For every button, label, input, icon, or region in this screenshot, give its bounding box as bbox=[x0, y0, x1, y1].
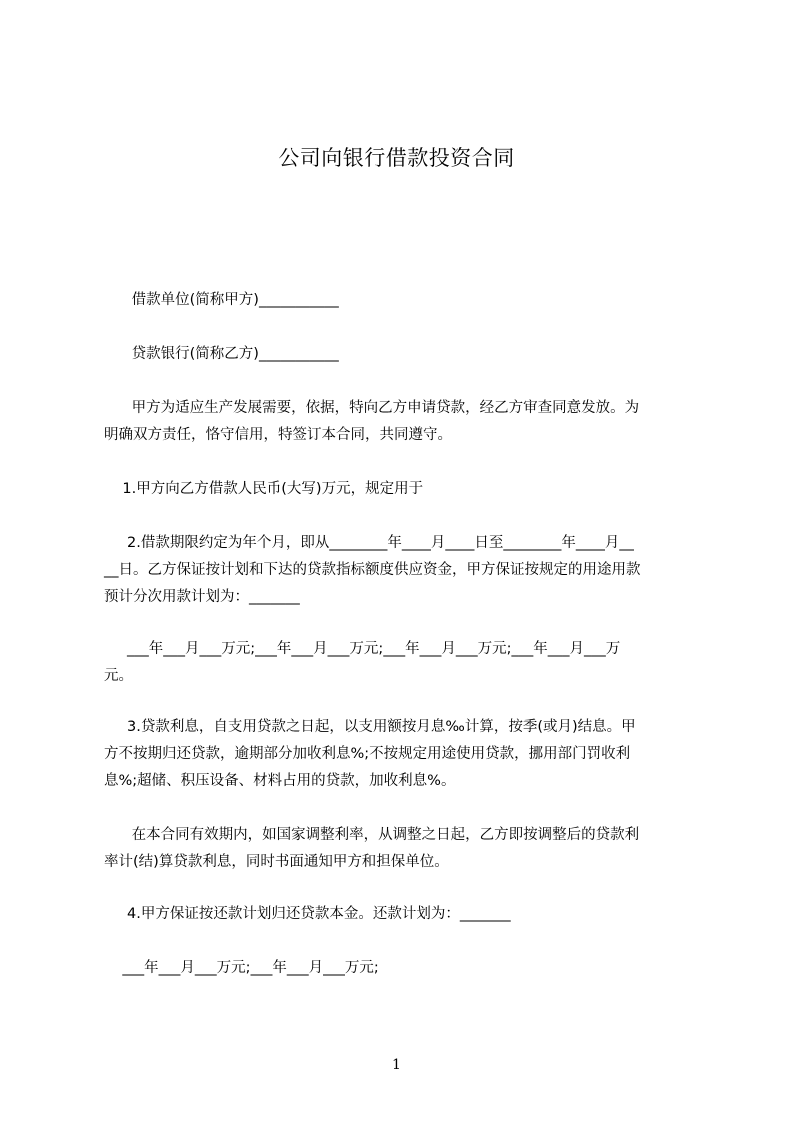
rate-adjust-line-2: 率计(结)算贷款利息，同时书面通知甲方和担保单位。 bbox=[104, 854, 449, 870]
document-title: 公司向银行借款投资合同 bbox=[278, 146, 515, 170]
clause-1-line: 1.甲方向乙方借款人民币(大写)万元，规定用于 bbox=[104, 481, 424, 497]
clause-4-line: 4.甲方保证按还款计划归还贷款本金。还款计划为：_______ bbox=[104, 906, 511, 922]
preamble-line-1: 甲方为适应生产发展需要，依据，特向乙方申请贷款，经乙方审查同意发放。为 bbox=[104, 400, 640, 416]
rate-adjust-line-1: 在本合同有效期内，如国家调整利率，从调整之日起，乙方即按调整后的贷款利 bbox=[104, 827, 640, 843]
repayment-schedule-line: ___年___月___万元;___年___月___万元; bbox=[104, 960, 379, 976]
preamble-line-2: 明确双方责任，恪守信用，特签订本合同，共同遵守。 bbox=[104, 427, 452, 443]
clause-3-line-1: 3.贷款利息，自支用贷款之日起，以支用额按月息‰计算，按季(或月)结息。甲 bbox=[104, 719, 636, 735]
drawdown-schedule-line-1: ___年___月___万元;___年___月___万元;___年___月___万元;___年___月___万 bbox=[104, 641, 621, 657]
clause-2-line-3: 预计分次用款计划为：_______ bbox=[104, 589, 300, 605]
page-number: 1 bbox=[392, 1057, 401, 1073]
clause-2-line-1: 2.借款期限约定为年个月，即从________年____月____日至________年____月__ bbox=[104, 535, 634, 551]
lender-line: 贷款银行(简称乙方)___________ bbox=[104, 346, 339, 362]
clause-3-line-3: 息%;超储、积压设备、材料占用的贷款，加收利息%。 bbox=[104, 773, 456, 789]
borrower-line: 借款单位(简称甲方)___________ bbox=[104, 292, 339, 308]
clause-2-line-2: __日。乙方保证按计划和下达的贷款指标额度供应资金，甲方保证按规定的用途用款 bbox=[104, 562, 641, 578]
drawdown-schedule-line-2: 元。 bbox=[104, 668, 133, 684]
clause-3-line-2: 方不按期归还贷款，逾期部分加收利息%;不按规定用途使用贷款，挪用部门罚收利 bbox=[104, 746, 631, 762]
